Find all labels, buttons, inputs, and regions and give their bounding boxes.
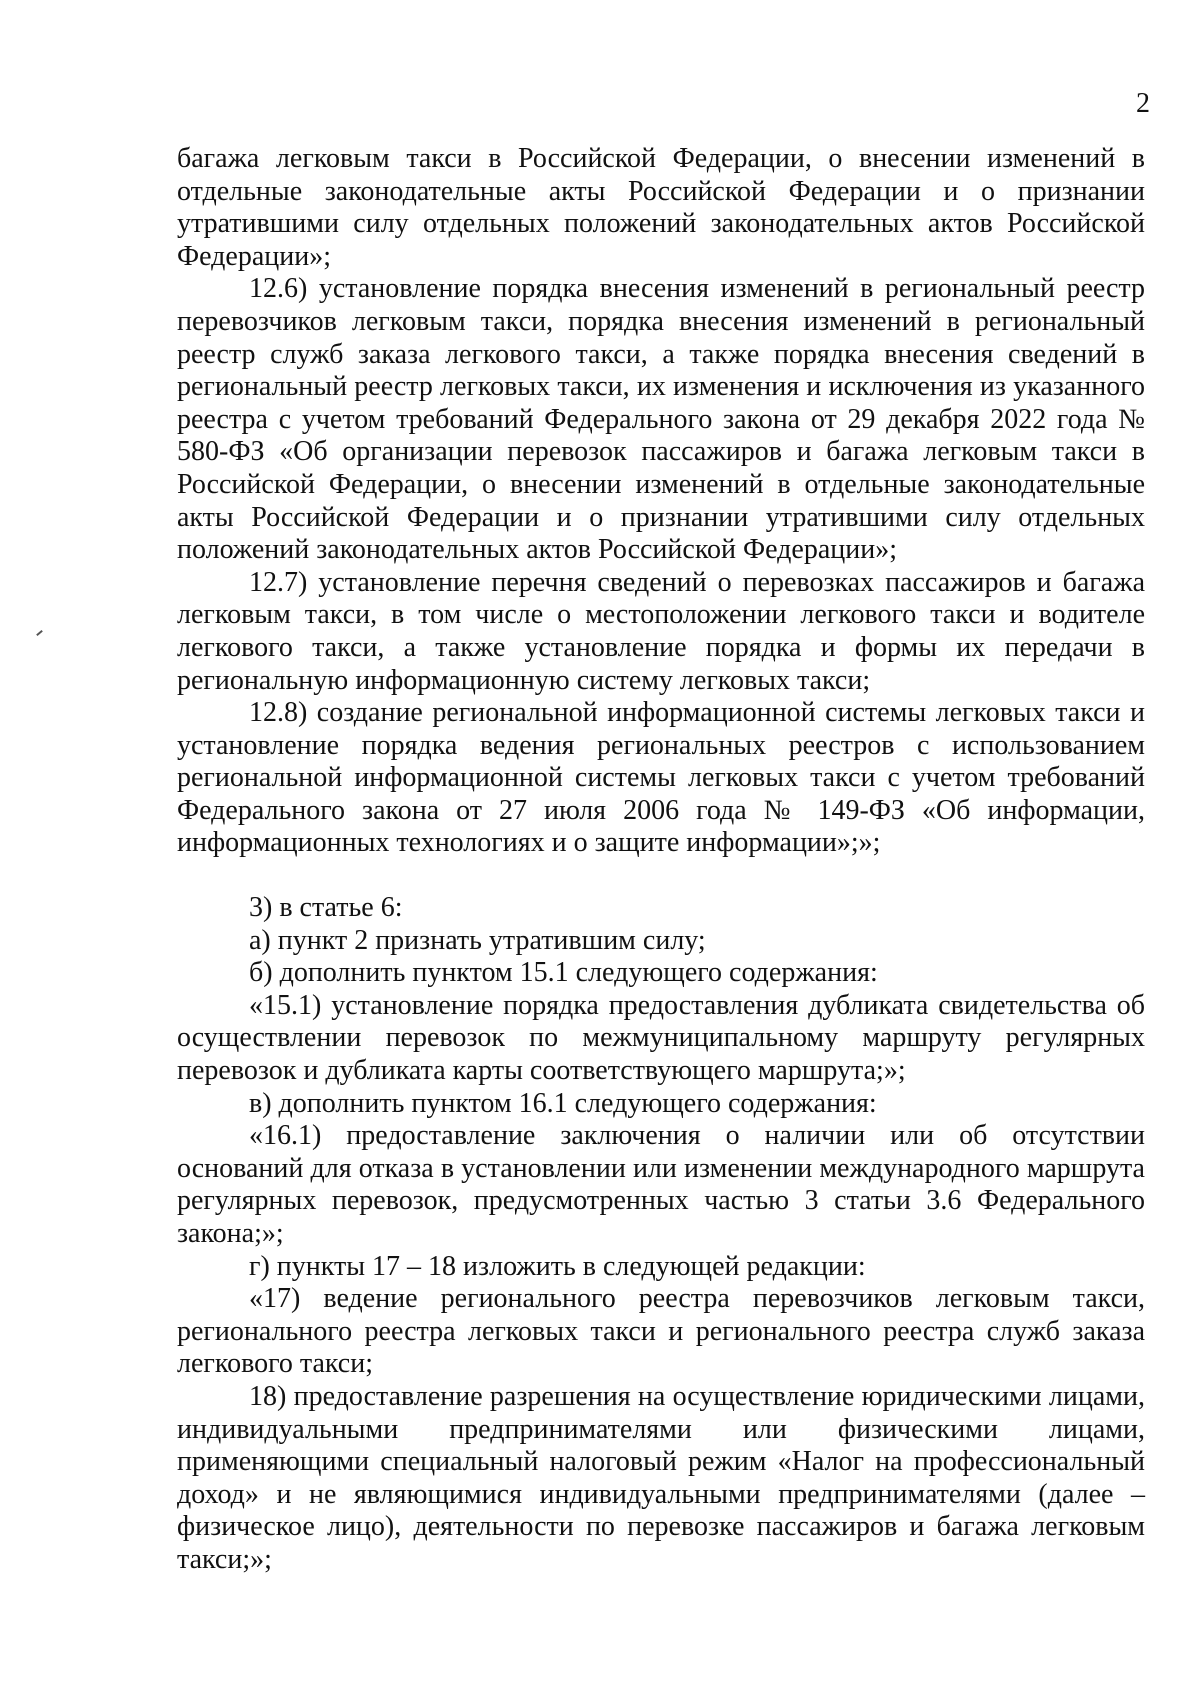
paragraph-12-7: 12.7) установление перечня сведений о перевозках пассажиров и багажа легковым такси, в том числе о местоположении легкового такси и водителе легкового такси, а также установление порядка и формы их передачи в региональную информационную систему легковых такси; <box>177 566 1145 696</box>
paragraph-16-1: «16.1) предоставление заключения о наличии или об отсутствии оснований для отказа в установлении или изменении международного маршрута регулярных перевозок, предусмотренных частью 3 статьи 3.6 Федерального закона;»; <box>177 1120 1145 1249</box>
page-number: 2 <box>1136 88 1150 119</box>
paragraph-subitem-a: а) пункт 2 признать утратившим силу; <box>249 924 706 956</box>
margin-pen-mark <box>36 630 43 636</box>
paragraph-17: «17) ведение регионального реестра перевозчиков легковым такси, регионального реестра легковых такси и регионального реестра служб заказа легкового такси; <box>177 1283 1145 1380</box>
paragraph-18: 18) предоставление разрешения на осуществление юридическими лицами, индивидуальными предпринимателями или физическими лицами, применяющими специальный налоговый режим «Налог на профессиональный доход» и не являющимися индивидуальными предпринимателями (далее – физическое лицо), деятельности по перевозке пассажиров и багажа легковым такси;»; <box>177 1380 1145 1575</box>
paragraph-12-6: 12.6) установление порядка внесения изменений в региональный реестр перевозчиков легковым такси, порядка внесения изменений в региональный реестр служб заказа легкового такси, а также порядка внесения сведений в региональный реестр легковых такси, их изменения и исключения из указанного реестра с учетом требований Федерального закона от 29 декабря 2022 года № 580-ФЗ «Об организации перевозок пассажиров и багажа легковым такси в Российской Федерации, о внесении изменений в отдельные законодательные акты Российской Федерации и о признании утратившими силу отдельных положений законодательных актов Российской Федерации»; <box>177 273 1145 566</box>
paragraph-continuation: багажа легковым такси в Российской Федерации, о внесении изменений в отдельные законодательные акты Российской Федерации и о признании утратившими силу отдельных положений законодательных актов Российской Федерации»; <box>177 143 1145 272</box>
document-body <box>177 143 1145 1577</box>
paragraph-subitem-b: б) дополнить пунктом 15.1 следующего содержания: <box>249 957 878 989</box>
paragraph-subitem-v: в) дополнить пунктом 16.1 следующего содержания: <box>249 1087 877 1119</box>
paragraph-15-1: «15.1) установление порядка предоставления дубликата свидетельства об осуществлении перевозок по межмуниципальному маршруту регулярных перевозок и дубликата карты соответствующего маршрута;»; <box>177 989 1145 1087</box>
paragraph-12-8: 12.8) создание региональной информационной системы легковых такси и установление порядка ведения региональных реестров с использованием региональной информационной системы легковых такси с учетом требований Федерального закона от 27 июля 2006 года № 149-ФЗ «Об информации, информационных технологиях и о защите информации»;»; <box>177 697 1145 859</box>
paragraph-subitem-g: г) пункты 17 – 18 изложить в следующей редакции: <box>249 1250 866 1282</box>
paragraph-item-3: 3) в статье 6: <box>249 892 403 924</box>
